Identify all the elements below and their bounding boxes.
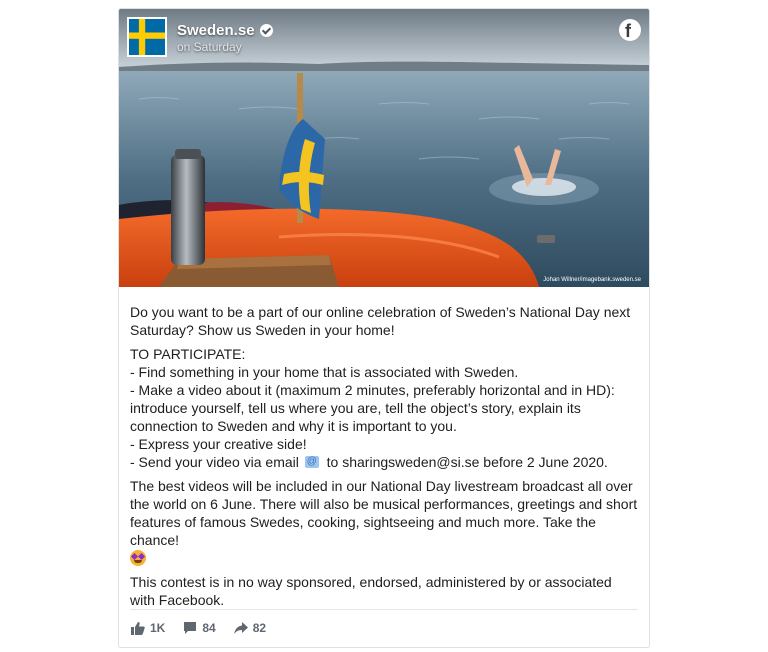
likes-stat[interactable] xyxy=(131,621,165,635)
post-text xyxy=(130,303,640,615)
post-paragraph-intro: Do you want to be a part of our online celebration of Sweden’s National Day next Saturday? Show us Sweden in your home! xyxy=(130,304,631,338)
share-arrow-icon xyxy=(234,621,248,635)
comment-icon xyxy=(183,621,197,635)
participate-item-email xyxy=(130,453,640,471)
page-name[interactable]: Sweden.se xyxy=(177,22,255,39)
comments-stat[interactable] xyxy=(183,621,215,635)
facebook-icon[interactable]: f xyxy=(619,19,641,41)
star-struck-emoji-icon xyxy=(130,550,146,566)
shares-stat[interactable] xyxy=(234,621,266,635)
verified-badge-icon xyxy=(260,24,273,37)
thumbs-up-icon xyxy=(131,621,145,635)
participate-item: - Express your creative side! xyxy=(130,436,307,452)
page-name-row xyxy=(177,22,273,39)
shares-count: 82 xyxy=(252,621,267,635)
email-emoji-icon xyxy=(305,456,319,468)
post-paragraph-broadcast xyxy=(130,477,640,567)
email-prefix: - Send your video via email xyxy=(130,454,299,470)
image-credit: Johan Willner/imagebank.sweden.se xyxy=(543,277,641,283)
participate-item: - Make a video about it (maximum 2 minutes, preferably horizontal and in HD): introduce yourself, tell us where you are, tell the object’s story, explain its connection to Sweden and why it is important to you. xyxy=(130,382,615,434)
post-header xyxy=(119,9,649,65)
email-suffix: to sharingsweden@si.se before 2 June 2020. xyxy=(326,454,608,470)
engagement-stats xyxy=(131,621,266,635)
participate-item: - Find something in your home that is associated with Sweden. xyxy=(130,364,519,380)
broadcast-text: The best videos will be included in our National Day livestream broadcast all over the world on 6 June. There will also be musical performances, greetings and short features of famous Swedes, cooking, sightseeing and much more. Take the chance! xyxy=(130,478,638,548)
post-timestamp[interactable]: on Saturday xyxy=(177,40,242,54)
sweden-flag-icon[interactable] xyxy=(127,17,167,57)
participate-section xyxy=(130,345,640,471)
divider xyxy=(130,609,638,610)
comments-count: 84 xyxy=(202,621,216,635)
post-card xyxy=(118,8,650,648)
likes-count: 1K xyxy=(150,621,166,635)
post-paragraph-disclaimer: This contest is in no way sponsored, endorsed, administered by or associated with Facebook. xyxy=(130,574,612,608)
participate-heading: TO PARTICIPATE: xyxy=(130,346,246,362)
